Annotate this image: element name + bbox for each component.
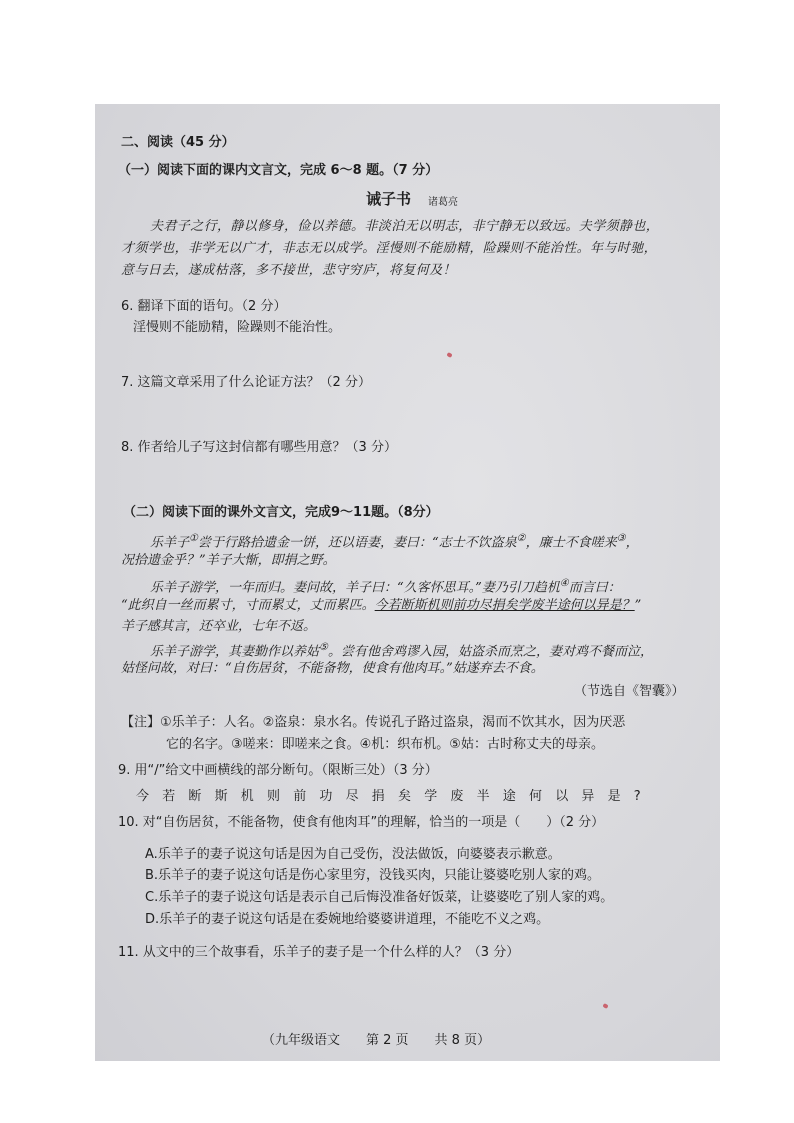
essay-line: 意与日去，遂成枯落，多不接世，悲守穷庐，将复何及！ — [121, 263, 457, 278]
footnote-mark: ⑤ — [319, 642, 328, 653]
essay-author: 诸葛亮 — [428, 197, 458, 208]
underlined-sentence: 今若断斯机则前功尽捐矣学废半途何以异是？ — [374, 598, 635, 613]
passage-text: 乐羊子游学，其妻勤作以养姑 — [150, 644, 320, 660]
footnote-mark: ④ — [559, 578, 569, 589]
question-8: 8. 作者给儿子写这封信都有哪些用意？（3 分） — [121, 440, 397, 455]
section-heading: 二、阅读（45 分） — [121, 135, 235, 150]
question-6: 6. 翻译下面的语句。（2 分） — [121, 299, 287, 314]
annotation-line: 它的名字。③嗟来：即嗟来之食。④机：织布机。⑤姑：古时称丈夫的母亲。 — [166, 737, 604, 752]
option-b: B.乐羊子的妻子说这句话是伤心家里穷，没钱买肉，只能让婆婆吃别人家的鸡。 — [145, 868, 601, 883]
red-ink-mark — [446, 352, 452, 358]
passage-line — [150, 575, 621, 597]
footnote-mark: ② — [516, 533, 526, 544]
passage-text: 乐羊子游学，一年而归。妻问故，羊子曰：“久客怀思耳。”妻乃引刀趋机 — [150, 580, 560, 596]
red-ink-mark — [602, 1003, 608, 1009]
footnote-mark: ③ — [616, 533, 626, 544]
question-10: 10. 对“自伤居贫，不能备物，使食有他肉耳”的理解，恰当的一项是（ ）（2 分） — [118, 815, 605, 830]
option-a: A.乐羊子的妻子说这句话是因为自己受伤，没法做饭，向婆婆表示歉意。 — [145, 847, 561, 862]
footnote-mark: ① — [189, 533, 198, 544]
part1-heading: （一）阅读下面的课内文言文，完成 6～8 题。（7 分） — [118, 163, 439, 178]
essay-title: 诫子书 — [366, 190, 412, 208]
question-7: 7. 这篇文章采用了什么论证方法？（2 分） — [121, 375, 371, 390]
passage-source: （节选自《智囊》） — [574, 684, 685, 699]
question-11: 11. 从文中的三个故事看，乐羊子的妻子是一个什么样的人？（3 分） — [118, 945, 520, 960]
passage-line — [150, 530, 639, 552]
option-c: C.乐羊子的妻子说这句话是表示自己后悔没准备好饭菜，让婆婆吃了别人家的鸡。 — [145, 890, 614, 905]
question-9: 9. 用“/”给文中画横线的部分断句。（限断三处）（3 分） — [118, 763, 438, 778]
passage-text: ” — [634, 598, 642, 613]
part2-heading: （二）阅读下面的课外文言文，完成9～11题。（8分） — [123, 505, 439, 520]
passage-text: ，廉士不食嗟来 — [525, 535, 617, 551]
question-9-sentence: 今若断斯机则前功尽捐矣学废半途何以异是? — [136, 789, 654, 804]
essay-line: 才须学也，非学无以广才，非志无以成学。淫慢则不能励精，险躁则不能治性。年与时驰， — [121, 241, 658, 256]
passage-line: 羊子感其言，还卒业，七年不返。 — [121, 619, 317, 634]
option-d: D.乐羊子的妻子说这句话是在委婉地给婆婆讲道理，不能吃不义之鸡。 — [145, 912, 550, 927]
passage-text: 乐羊子 — [150, 535, 190, 551]
passage-line — [150, 639, 653, 661]
passage-text: 而言曰： — [568, 580, 621, 596]
passage-line: 况拾遗金乎？”羊子大惭，即捐之野。 — [121, 553, 336, 568]
question-6-sentence: 淫慢则不能励精，险躁则不能治性。 — [133, 320, 342, 335]
passage-text: “此织自一丝而累寸，寸而累丈，丈而累匹。 — [121, 598, 375, 613]
passage-text: 尝于行路拾遗金一饼，还以语妻，妻曰：“志士不饮盗泉 — [197, 535, 517, 551]
passage-line: 姑怪问故，对曰：“自伤居贫，不能备物，使食有他肉耳。”姑遂弃去不食。 — [121, 661, 544, 676]
page-footer: （九年级语文 第 2 页 共 8 页） — [262, 1033, 491, 1048]
essay-line: 夫君子之行，静以修身，俭以养德。非淡泊无以明志，非宁静无以致远。夫学须静也， — [150, 219, 660, 234]
passage-text: 。尝有他舍鸡谬入园，姑盗杀而烹之，妻对鸡不餐而泣， — [327, 644, 653, 660]
annotation-line: 【注】①乐羊子：人名。②盗泉：泉水名。传说孔子路过盗泉，渴而不饮其水，因为厌恶 — [121, 715, 626, 730]
passage-line — [121, 597, 641, 615]
passage-text: ， — [625, 535, 639, 551]
